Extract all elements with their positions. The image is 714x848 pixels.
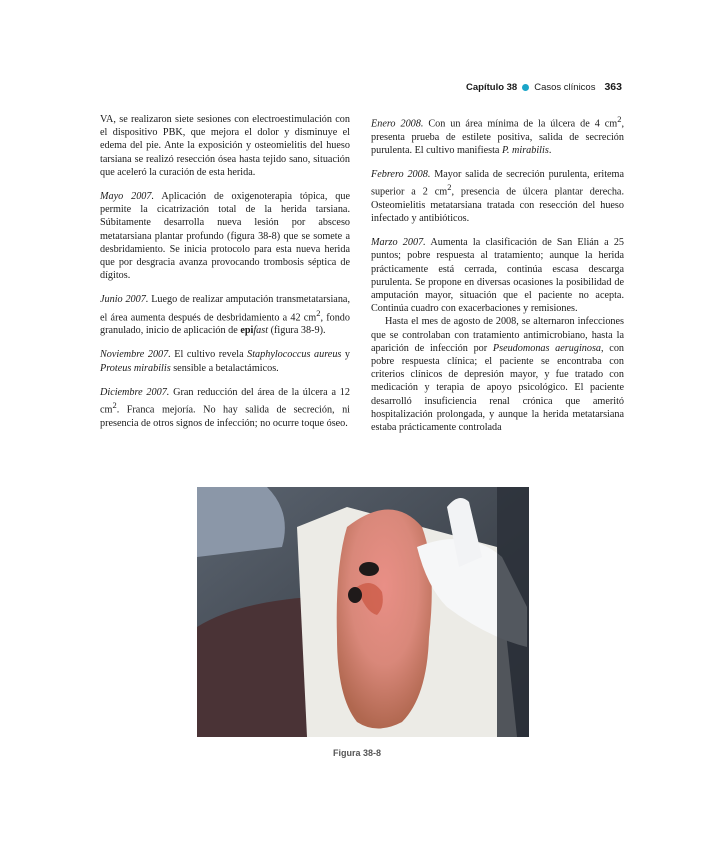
paragraph-text: y (341, 349, 350, 361)
paragraph-text: . Franca mejoría. No hay salida de secreción, ni presencia de otros signos de infección; no ocurre toque óseo. (100, 404, 350, 429)
paragraph-text: El cultivo revela (170, 349, 248, 361)
entry-date: Diciembre 2007. (100, 386, 170, 398)
paragraph (371, 113, 624, 157)
paragraph (100, 348, 350, 374)
paragraph (371, 236, 624, 315)
paragraph-text: , con pobre respuesta clínica; el paciente se encontraba con criterios clínicos de depresión mayor, y fue tratado con medicación y terapia de apoyo psicológico. El paciente desarrolló insuficiencia renal crónica que ameritó hospitalización prolongada, y aunque la herida metatarsiana estaba prácticamente controlada (371, 342, 625, 434)
paragraph (371, 168, 624, 225)
right-column (371, 113, 624, 434)
wound-lesion (348, 587, 362, 603)
product-name: epi (240, 325, 254, 337)
page-number: 363 (604, 81, 622, 93)
paragraph-text: , presencia de úlcera plantar derecha. Osteomielitis metatarsiana tratada con resección del hueso infectado y antibióticos. (371, 186, 624, 224)
organism-name: Pseudomonas aeruginosa (492, 342, 602, 354)
paragraph (100, 386, 350, 430)
entry-date: Noviembre 2007. (100, 349, 171, 361)
running-head (466, 80, 622, 94)
paragraph-text: VA, se realizaron siete sesiones con electroestimulación con el dispositivo PBK, que mejora el dolor y disminuye el edema del pie. Ante la exposición y osteomielitis del hueso tarsiana se realizó resección ósea hasta tejido sano, situación que aceleró la curación de esta herida. (100, 114, 350, 178)
left-column (100, 113, 350, 430)
paragraph-text: Aumenta la clasificación de San Elián a 25 puntos; pobre respuesta al tratamiento; aunque la herida prácticamente está cerrada, continúa escasa descarga purulenta. Se propone en diversas ocasiones la posibilidad de amputación mayor, situación que el paciente no acepta. Continúa cuadro con exacerbaciones y remisiones. (371, 237, 625, 315)
paragraph-text: , presenta prueba de estilete positiva, salida de secreción purulenta. El cultivo manifiesta (371, 118, 624, 156)
foot-sole (337, 510, 432, 729)
superscript: 2 (447, 182, 452, 193)
foot-photo-illustration (197, 487, 529, 737)
entry-date: Mayo 2007. (100, 191, 155, 203)
organism-name: Proteus mirabilis (100, 362, 171, 374)
superscript: 2 (316, 307, 321, 318)
paragraph-text: . (548, 144, 552, 156)
bed-cover (197, 597, 317, 737)
paragraph (100, 190, 350, 282)
figure-photo (197, 487, 529, 737)
paragraph-text: Hasta el mes de agosto de 2008, se alternaron infecciones que se controlaban con tratamiento antimicrobiano, hasta la aparición de infección por (371, 316, 624, 354)
paragraph-text: Aplicación de oxigenoterapia tópica, que permite la cicatrización total de la herida tarsiana. Súbitamente desarrolla nueva lesión por absceso metatarsiana plantar profundo (figura 38-8) que se somete a desbridamiento. Se inicia protocolo para esta nueva herida que por desgracia avanza provocando trombosis séptica de dígitos. (100, 191, 350, 282)
paragraph-text: (figura 38-9). (268, 325, 326, 337)
paragraph (100, 113, 350, 179)
superscript: 2 (112, 400, 117, 411)
superscript: 2 (617, 114, 622, 124)
patient-clothing (197, 487, 285, 557)
paragraph (371, 315, 624, 434)
paragraph-text: sensible a betalactámicos. (170, 362, 279, 374)
product-name-suffix: fast (253, 325, 269, 337)
figure-caption: Figura 38-8 (332, 748, 381, 758)
paragraph (100, 293, 350, 337)
running-head-chapter: Capítulo 38 (466, 81, 518, 93)
bullet-dot-icon (522, 84, 529, 91)
background-edge (497, 487, 529, 737)
paragraph-text: Con un área mínima de la úlcera de 4 cm (423, 118, 618, 130)
paragraph-text: , fondo granulado, inicio de aplicación de (100, 312, 350, 337)
paragraph-text: Mayor salida de secreción purulenta, eritema superior a 2 cm (371, 169, 624, 198)
running-head-section: Casos clínicos (534, 81, 596, 93)
entry-date: Marzo 2007. (371, 237, 426, 249)
entry-date: Febrero 2008. (371, 169, 431, 180)
paragraph-text: Luego de realizar amputación transmetatarsiana, el área aumenta después de desbridamiento a 42 cm (100, 294, 350, 324)
paragraph-text: Gran reducción del área de la úlcera a 12 cm (100, 386, 350, 416)
organism-name: P. mirabilis (502, 144, 549, 156)
wound-lesion (359, 562, 379, 576)
entry-date: Junio 2007. (100, 294, 149, 306)
entry-date: Enero 2008. (371, 118, 424, 130)
organism-name: Staphylococcus aureus (247, 349, 342, 361)
